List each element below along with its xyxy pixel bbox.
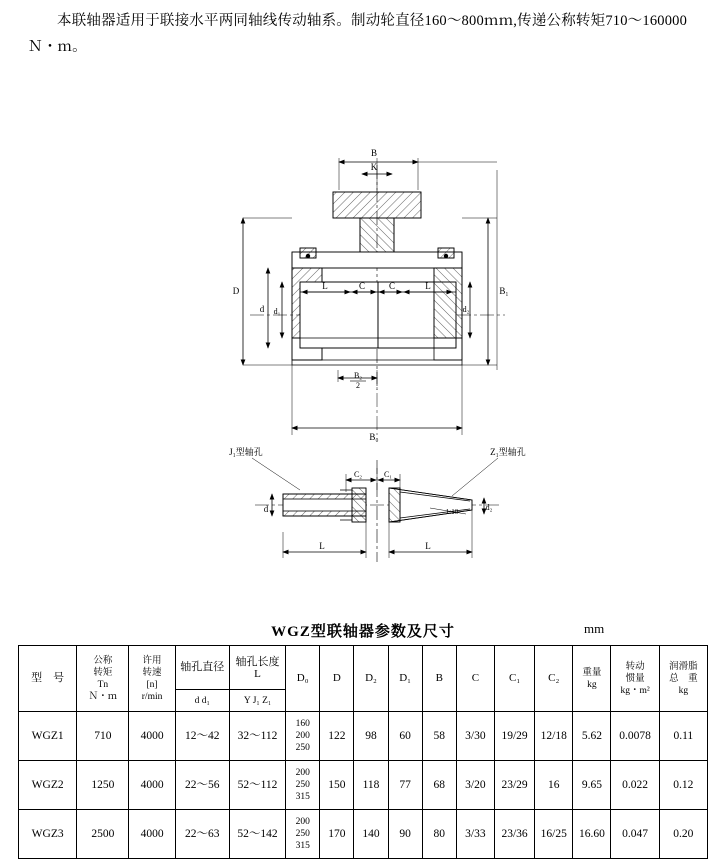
- dim-label-d2-bottom: d₂: [485, 503, 493, 512]
- th-D1: [388, 646, 422, 712]
- th-D1-text: D₁: [399, 672, 411, 684]
- dim-label-L-bottom-left: L: [319, 541, 325, 551]
- dim-label-C-left: C: [358, 281, 366, 291]
- cell-D0-l2: 250: [295, 829, 310, 839]
- th-torque-l1: 公称: [93, 655, 113, 666]
- dim-label-L-bottom-right: L: [425, 541, 431, 551]
- table-title: WGZ型联轴器参数及尺寸: [271, 624, 455, 640]
- cell-C1: 23/36: [494, 810, 534, 859]
- cell-B: 58: [422, 712, 456, 761]
- th-inertia-l2: 惯量: [625, 673, 645, 684]
- cell-model: WGZ3: [19, 810, 77, 859]
- cell-speed: 4000: [129, 810, 175, 859]
- th-bore-len-l1: 轴孔长度: [235, 655, 280, 668]
- cell-C1: 19/29: [494, 712, 534, 761]
- dim-label-D: D: [232, 286, 240, 296]
- dim-label-d2-top: d₂: [462, 305, 470, 314]
- dim-label-B2-half-denom: 2: [356, 381, 360, 390]
- cell-D0-l1: 200: [295, 817, 310, 827]
- dim-label-L-right: L: [425, 281, 431, 291]
- dim-label-C2: C₂: [353, 470, 363, 479]
- label-z1-hole: Z₁型轴孔: [490, 447, 526, 457]
- cell-model: WGZ1: [19, 712, 77, 761]
- th-C2: [535, 646, 573, 712]
- cell-B: 80: [422, 810, 456, 859]
- th-grease-l3: kg: [678, 685, 689, 696]
- th-D: [320, 646, 354, 712]
- table-row: [19, 761, 708, 810]
- th-D-text: D: [332, 672, 341, 684]
- cell-D2: 98: [354, 712, 388, 761]
- th-inertia-l1: 转动: [625, 661, 645, 672]
- th-D0-text: D₀: [296, 672, 309, 684]
- cell-weight: 16.60: [573, 810, 611, 859]
- cell-bore-len: 52～112: [229, 761, 285, 810]
- cell-D0-l3: 250: [295, 743, 310, 753]
- cell-C2: 12/18: [535, 712, 573, 761]
- cell-grease: 0.11: [659, 712, 707, 761]
- cell-torque: 1250: [77, 761, 129, 810]
- th-inertia-l3: kg・m²: [620, 685, 650, 696]
- cell-D0: [286, 761, 320, 810]
- th-grease: [659, 646, 707, 712]
- intro-paragraph: 本联轴器适用于联接水平两同轴线传动轴系。制动轮直径160～800ｍｍ,传递公称转矩710～160000Ｎ・ｍ。: [28, 13, 688, 55]
- th-grease-l2: 总 重: [669, 673, 698, 684]
- cell-torque: 2500: [77, 810, 129, 859]
- th-bore-len-sub: [229, 690, 285, 712]
- th-torque-l2: 转矩: [93, 667, 113, 678]
- cell-D1: 60: [388, 712, 422, 761]
- th-C: [456, 646, 494, 712]
- cell-grease: 0.20: [659, 810, 707, 859]
- cell-D2: 118: [354, 761, 388, 810]
- cell-C2: 16/25: [535, 810, 573, 859]
- th-weight-l2: kg: [587, 679, 597, 690]
- cell-D0-l2: 250: [295, 780, 310, 790]
- cell-D: 170: [320, 810, 354, 859]
- dim-label-K: K: [370, 162, 378, 172]
- th-B: [422, 646, 456, 712]
- table-row: [19, 810, 708, 859]
- th-C1-text: C₁: [508, 672, 521, 684]
- cell-D0: [286, 712, 320, 761]
- cell-C: 3/20: [456, 761, 494, 810]
- cell-B: 68: [422, 761, 456, 810]
- cell-D: 122: [320, 712, 354, 761]
- cell-D: 150: [320, 761, 354, 810]
- cell-C1: 23/29: [494, 761, 534, 810]
- th-speed-l2: 转速: [142, 667, 162, 678]
- dim-label-B2-half: B₂: [353, 371, 363, 380]
- cell-speed: 4000: [129, 761, 175, 810]
- cell-inertia: 0.0078: [611, 712, 659, 761]
- th-bore-dia-sub: [175, 690, 229, 712]
- cell-bore-dia: 22～63: [175, 810, 229, 859]
- th-speed-l1: 许用: [142, 655, 162, 666]
- cell-D0: [286, 810, 320, 859]
- cell-weight: 9.65: [573, 761, 611, 810]
- th-bore-len-l2: L: [254, 667, 261, 680]
- cell-D0-l1: 200: [295, 768, 310, 778]
- dim-label-L-left: L: [322, 281, 328, 291]
- dim-label-B: B: [370, 148, 378, 158]
- th-torque-l3: Tn: [97, 679, 109, 690]
- cell-D1: 77: [388, 761, 422, 810]
- cell-C2: 16: [535, 761, 573, 810]
- cell-speed: 4000: [129, 712, 175, 761]
- th-bore-len: [229, 646, 285, 690]
- dim-label-B0: B₀: [369, 432, 379, 442]
- cell-C: 3/30: [456, 712, 494, 761]
- cell-weight: 5.62: [573, 712, 611, 761]
- cell-bore-dia: 22～56: [175, 761, 229, 810]
- th-weight-l1: 重量: [582, 667, 602, 678]
- th-weight: [573, 646, 611, 712]
- th-speed: [129, 646, 175, 712]
- cell-bore-len: 52～142: [229, 810, 285, 859]
- th-B-text: B: [435, 672, 443, 684]
- cell-D0-l3: 315: [295, 792, 310, 802]
- dim-label-C-right: C: [388, 281, 396, 291]
- table-unit-label: mm: [584, 621, 605, 636]
- th-model-text: 型 号: [31, 672, 65, 684]
- th-grease-l1: 润滑脂: [669, 661, 698, 672]
- cell-grease: 0.12: [659, 761, 707, 810]
- th-D2: [354, 646, 388, 712]
- cell-D0-l1: 160: [295, 719, 310, 729]
- th-C1: [494, 646, 534, 712]
- th-torque: [77, 646, 129, 712]
- cell-inertia: 0.047: [611, 810, 659, 859]
- cell-D0-l2: 200: [295, 731, 310, 741]
- dim-label-B1: B₁: [499, 286, 509, 296]
- th-model: [19, 646, 77, 712]
- cell-inertia: 0.022: [611, 761, 659, 810]
- th-C2-text: C₂: [548, 672, 560, 684]
- cell-torque: 710: [77, 712, 129, 761]
- cell-bore-dia: 12～42: [175, 712, 229, 761]
- cell-C: 3/33: [456, 810, 494, 859]
- dim-label-d-bottom: d: [263, 504, 269, 514]
- cell-model: WGZ2: [19, 761, 77, 810]
- th-bore-dia: [175, 646, 229, 690]
- label-j1-hole: J₁型轴孔: [229, 447, 263, 457]
- coupling-technical-drawing: [0, 70, 726, 615]
- th-D2-text: D₂: [365, 672, 377, 684]
- th-bore-len-sub-text: Y J₁ Z₁: [243, 695, 272, 706]
- dim-label-C1: C₁: [383, 470, 393, 479]
- table-row: [19, 712, 708, 761]
- parameters-table: [18, 645, 708, 859]
- th-speed-l3: [n]: [146, 679, 158, 690]
- cell-D1: 90: [388, 810, 422, 859]
- th-D0: [286, 646, 320, 712]
- th-inertia: [611, 646, 659, 712]
- cell-bore-len: 32～112: [229, 712, 285, 761]
- th-torque-l4: Ｎ・ｍ: [88, 691, 118, 702]
- th-bore-dia-sub-text: d d₁: [194, 695, 210, 706]
- th-bore-dia-text: 轴孔直径: [180, 661, 225, 673]
- cell-D0-l3: 315: [295, 841, 310, 851]
- th-C-text: C: [471, 672, 480, 684]
- label-taper: 1:10: [445, 508, 459, 516]
- dim-label-d: d: [259, 304, 265, 314]
- th-speed-l4: r/min: [141, 691, 163, 702]
- dim-label-d1: d₁: [273, 307, 281, 316]
- cell-D2: 140: [354, 810, 388, 859]
